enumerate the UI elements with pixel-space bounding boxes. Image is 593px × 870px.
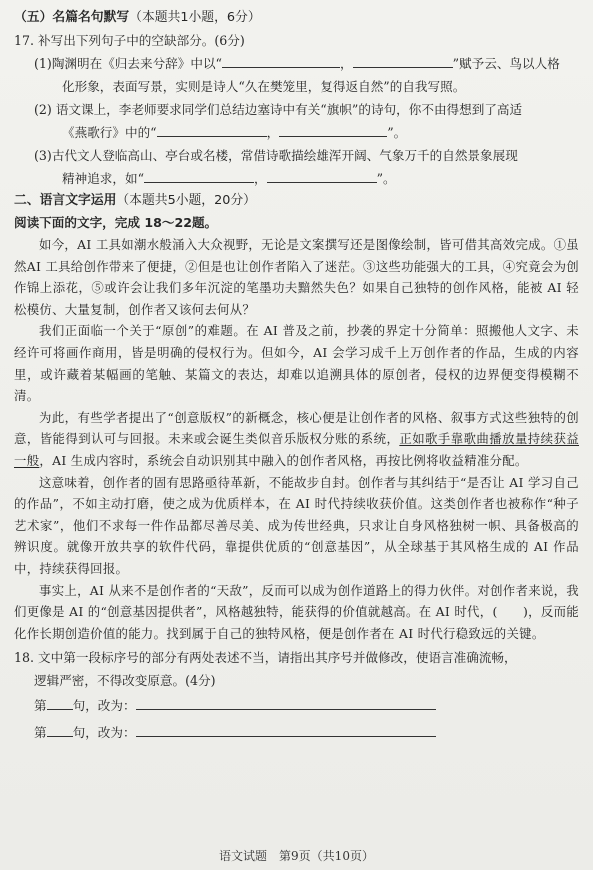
q17-item1-text-b: ”赋予云、鸟以人格: [452, 56, 560, 71]
q17-item3-text-c: ”。: [376, 171, 396, 186]
section-5-heading: [14, 7, 579, 29]
passage-p3-text-a: 为此，有些学者提出了“创意版权”的新概念，核心便是让创作者的风格、叙事方式这些独特的创意，皆能得到认可与回报。未来或会诞生类似音乐版权分账的系统，: [14, 409, 579, 447]
q18-row1-number-blank[interactable]: [47, 696, 73, 710]
passage-paragraph-4: 这意味着，创作者的固有思路亟待革新，不能故步自封。创作者与其纠结于“是否让 AI 学习自己的作品”，不如主动打磨，使之成为优质样本，在 AI 时代持续收获价值。这类创作者也被称作“种子艺术家”，他们不求每一件作品都尽善尽美、成为传世经典，只求让自身风格独树一帜、具备极高的辨识度。就像开放共享的软件代码，靠提供优质的“创意基因”，从全球基于其风格生成的 AI 作品中，持续获得回报。: [14, 474, 579, 576]
q18-row2-answer-blank[interactable]: [136, 723, 436, 737]
q17-item1-sep: ，: [340, 56, 353, 71]
q17-blank-1[interactable]: [222, 54, 340, 68]
q18-answer-row-2: [14, 719, 579, 746]
passage-paragraph-1: 如今，AI 工具如潮水般涌入大众视野，无论是文案撰写还是图像绘制，皆可借其高效完成。①虽然AI 工具给创作带来了便捷，②但是也让创作者陷入了迷茫。③这些功能强大的工具，④究竟会为创作锦上添花，⑤或许会让我们多年沉淀的笔墨功夫黯然失色？如果自己独特的创作风格，能被 AI 轻松模仿、大量复制，创作者又该何去何从？: [14, 237, 579, 317]
question-18-stem-cont: 逻辑严密，不得改变原意。(4分): [34, 673, 216, 689]
q18-row2-number-blank[interactable]: [47, 723, 73, 737]
section-5-title: （五）名篇名句默写: [14, 10, 130, 25]
q17-item-3: (3)古代文人登临高山、亭台或名楼，常借诗歌描绘雄浑开阔、气象万千的自然景象展现: [34, 148, 518, 163]
q18-row1-mid: 句，改为：: [72, 698, 136, 714]
page-footer: 语文试题 第9页（共10页）: [219, 849, 374, 863]
section-5-meta: （本题共1小题，6分）: [129, 10, 261, 25]
q17-item2-sep: ，: [266, 125, 280, 140]
q17-item2-text-b: 《燕歌行》中的“: [62, 125, 157, 140]
q17-item-2: (2) 语文课上，李老师要求同学们总结边塞诗中有关“旗帜”的诗句，你不由得想到了高适: [34, 102, 523, 117]
passage-p5-text-a: 事实上，AI 从来不是创作者的“天敌”，反而可以成为创作道路上的得力伙伴。对创作者来说，我们更像是 AI 的“创意基因提供者”，风格越独特，能获得的价值就越高。在 AI 时代，: [14, 582, 579, 620]
section-2-meta: （本题共5小题，20分）: [116, 193, 256, 208]
passage-p3-text-b: ，AI 生成内容时，系统会自动识别其中融入的创作者风格，再按比例将收益精准分配。: [39, 452, 528, 468]
q17-item-3-cont: [14, 167, 579, 190]
q17-item3-sep: ，: [254, 171, 267, 186]
passage-fill-blank[interactable]: ( ): [492, 604, 529, 620]
q17-blank-4[interactable]: [279, 123, 387, 137]
q17-item-1: [14, 52, 579, 75]
section-2-heading: [14, 190, 579, 212]
q17-blank-3[interactable]: [157, 123, 267, 137]
q18-row1-prefix: 第: [34, 698, 47, 714]
q17-item-2-cont: [14, 121, 579, 144]
q18-row2-prefix: 第: [34, 725, 47, 741]
passage-p5-text-b: ，反而能化作长期创造价值的能力。找到属于自己的独特风格，便是创作者在 AI 时代行稳致远的关键。: [14, 604, 579, 641]
question-18-stem: 18. 文中第一段标序号的部分有两处表述不当，请指出其序号并做修改，使语言准确流畅，: [14, 650, 517, 666]
passage-paragraph-2: 我们正面临一个关于“原创”的难题。在 AI 普及之前，抄袭的界定十分简单：照搬他人文字、未经许可将画作商用，皆是明确的侵权行为。但如今，AI 会学习成千上万创作者的作品，生成的内容里，或许藏着某幅画的笔触、某篇文的表达，却难以追溯具体的原创者，侵权的边界便变得模糊不清。: [14, 323, 579, 404]
q17-item2-text-c: ”。: [387, 125, 407, 140]
q18-row1-answer-blank[interactable]: [136, 696, 436, 710]
passage-paragraph-3: [14, 407, 579, 472]
passage-underlined-sentence: 正如歌手靠歌曲播放量持续获益一般: [14, 431, 580, 468]
q17-item1-text-a: (1)陶渊明在《归去来兮辞》中以“: [34, 56, 222, 71]
q17-item-1-cont: 化形象，表面写景，实则是诗人“久在樊笼里，复得返自然”的自我写照。: [62, 79, 466, 94]
q17-blank-6[interactable]: [267, 169, 377, 183]
passage-paragraph-5: [14, 580, 579, 645]
reading-passage: [14, 234, 579, 644]
section-2-title: 二、语言文字运用: [14, 193, 117, 208]
reading-instruction: 阅读下面的文字，完成 18～22题。: [14, 215, 218, 230]
q17-item3-text-b: 精神追求，如“: [62, 171, 145, 186]
q18-row2-mid: 句，改为：: [72, 725, 136, 741]
q18-answer-row-1: [14, 692, 579, 719]
question-17-stem: 17. 补写出下列句子中的空缺部分。(6分): [14, 33, 245, 48]
q17-blank-5[interactable]: [144, 169, 254, 183]
q17-blank-2[interactable]: [353, 54, 453, 68]
